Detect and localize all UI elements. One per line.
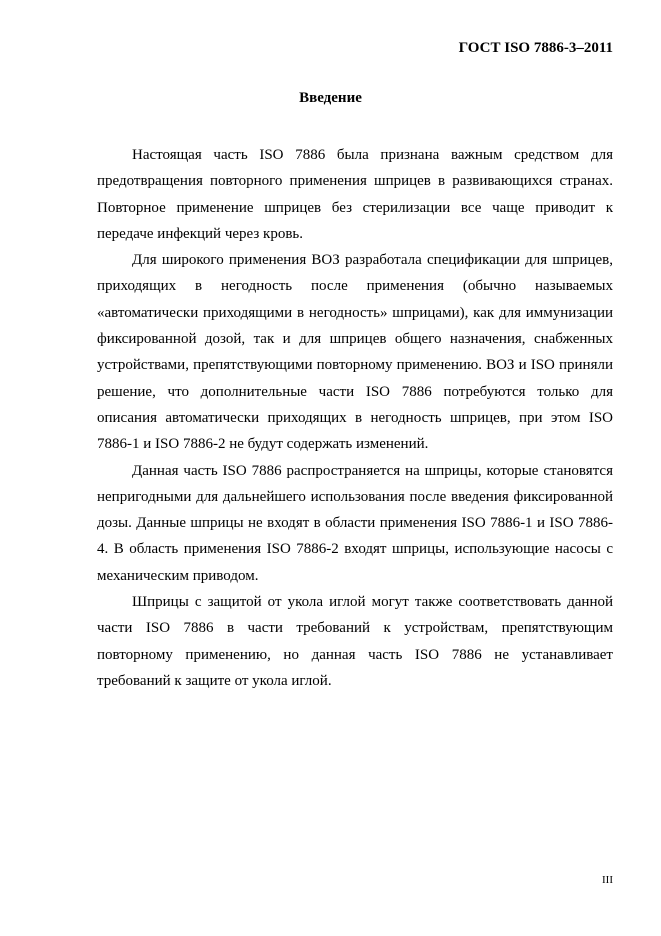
body-text bbox=[97, 142, 613, 694]
paragraph-3: Данная часть ISO 7886 распространяется на шприцы, которые становятся непригодными для дальнейшего использования после введения фиксированной дозы. Данные шприцы не входят в области применения ISO 7886-1 и ISO 7886-4. В область применения ISO 7886-2 входят шприцы, использующие насосы с механическим приводом. bbox=[97, 462, 613, 584]
paragraph-4: Шприцы с защитой от укола иглой могут также соответствовать данной части ISO 7886 в части требований к устройствам, препятствующим повторному применению, но данная часть ISO 7886 не устанавливает требований к защите от укола иглой. bbox=[97, 594, 613, 689]
page-number: III bbox=[602, 874, 613, 886]
paragraph-1: Настоящая часть ISO 7886 была признана важным средством для предотвращения повторного применения шприцев в развивающихся странах. Повторное применение шприцев без стерилизации все чаще приводит к передаче инфекций через кровь. bbox=[97, 147, 613, 242]
document-header: ГОСТ ISO 7886-3–2011 bbox=[458, 40, 613, 56]
paragraph-2: Для широкого применения ВОЗ разработала спецификации для шприцев, приходящих в негодность после применения (обычно называемых «автоматически приходящими в негодность» шприцами), как для иммунизации фиксированной дозой, так и для шприцев общего назначения, снабженных устройствами, препятствующими повторному применению. ВОЗ и ISO приняли решение, что дополнительные части ISO 7886 потребуются только для описания автоматически приходящих в негодность шприцев, при этом ISO 7886-1 и ISO 7886-2 не будут содержать изменений. bbox=[97, 252, 613, 453]
section-title: Введение bbox=[299, 90, 362, 106]
